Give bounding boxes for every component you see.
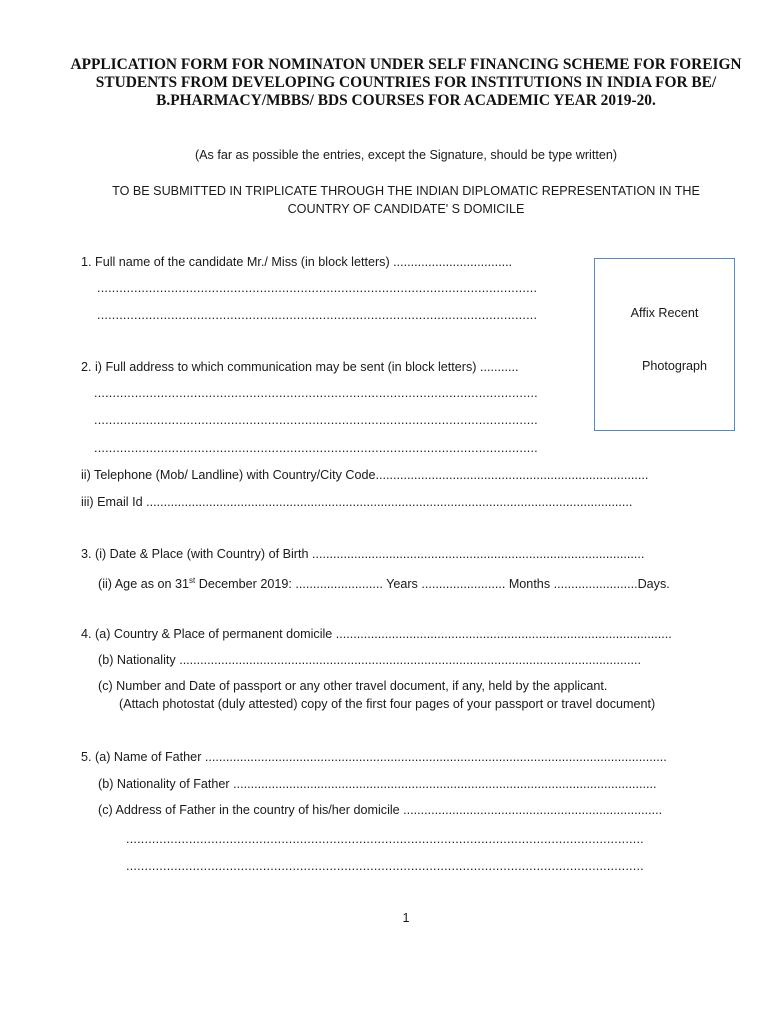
- page-number: 1: [402, 911, 410, 925]
- q1-name-fill-line-2: .......................................................................................................................: [97, 308, 538, 322]
- q4-nationality-label: (b) Nationality ....................................................................................................................................: [98, 653, 642, 667]
- q2-address-fill-line-1: ........................................................................................................................: [94, 386, 538, 400]
- q2-address-fill-line-3: ........................................................................................................................: [94, 441, 538, 455]
- q1-name-fill-line-1: .......................................................................................................................: [97, 281, 538, 295]
- submission-instruction-line-2: COUNTRY OF CANDIDATE' S DOMICILE: [287, 202, 525, 216]
- q5-father-nationality-label: (b) Nationality of Father .........................................................................................................................: [98, 777, 657, 791]
- q2-email-label: iii) Email Id ...........................................................................................................................................: [81, 495, 633, 509]
- q3-birth-date-place-label: 3. (i) Date & Place (with Country) of Birth ...............................................................................................: [81, 547, 645, 561]
- q4-domicile-label: 4. (a) Country & Place of permanent domicile ................................................................................................: [81, 627, 672, 641]
- q4-passport-note: (Attach photostat (duly attested) copy of the first four pages of your passport or travel document): [119, 697, 656, 711]
- q2-address-fill-line-2: ........................................................................................................................: [94, 413, 538, 427]
- q4-passport-label: (c) Number and Date of passport or any other travel document, if any, held by the applicant.: [98, 679, 608, 693]
- photograph-box: [594, 258, 735, 431]
- photo-label-photograph: Photograph: [641, 359, 708, 373]
- q3-age-suffix: December 2019: ......................... Years ........................ Months ........................Days.: [195, 577, 670, 592]
- submission-instruction-line-1: TO BE SUBMITTED IN TRIPLICATE THROUGH THE INDIAN DIPLOMATIC REPRESENTATION IN THE: [112, 184, 700, 198]
- q5-father-name-label: 5. (a) Name of Father ....................................................................................................................................: [81, 750, 667, 764]
- photo-label-affix: Affix Recent: [630, 306, 699, 320]
- q3-age-prefix: (ii) Age as on 31: [98, 577, 190, 592]
- q5-address-fill-line-1: ............................................................................................................................................: [126, 832, 644, 846]
- q3-age-label: [98, 573, 670, 592]
- q1-full-name-label: 1. Full name of the candidate Mr./ Miss (in block letters) ..................................: [81, 255, 513, 269]
- form-title: APPLICATION FORM FOR NOMINATON UNDER SELF FINANCING SCHEME FOR FOREIGN STUDENTS FROM DEVELOPING COUNTRIES FOR INSTITUTIONS IN INDIA FOR BE/ B.PHARMACY/MBBS/ BDS COURSES FOR ACADEMIC YEAR 2019-20.: [70, 56, 742, 109]
- typewritten-note: (As far as possible the entries, except the Signature, should be type written): [194, 148, 618, 162]
- q3-age-superscript: st: [189, 576, 196, 585]
- q5-father-address-label: (c) Address of Father in the country of his/her domicile ..........................................................................: [98, 803, 663, 817]
- q2-address-label: 2. i) Full address to which communication may be sent (in block letters) ...........: [81, 360, 519, 374]
- q2-telephone-label: ii) Telephone (Mob/ Landline) with Country/City Code..............................................................................: [81, 468, 649, 482]
- q5-address-fill-line-2: ............................................................................................................................................: [126, 859, 644, 873]
